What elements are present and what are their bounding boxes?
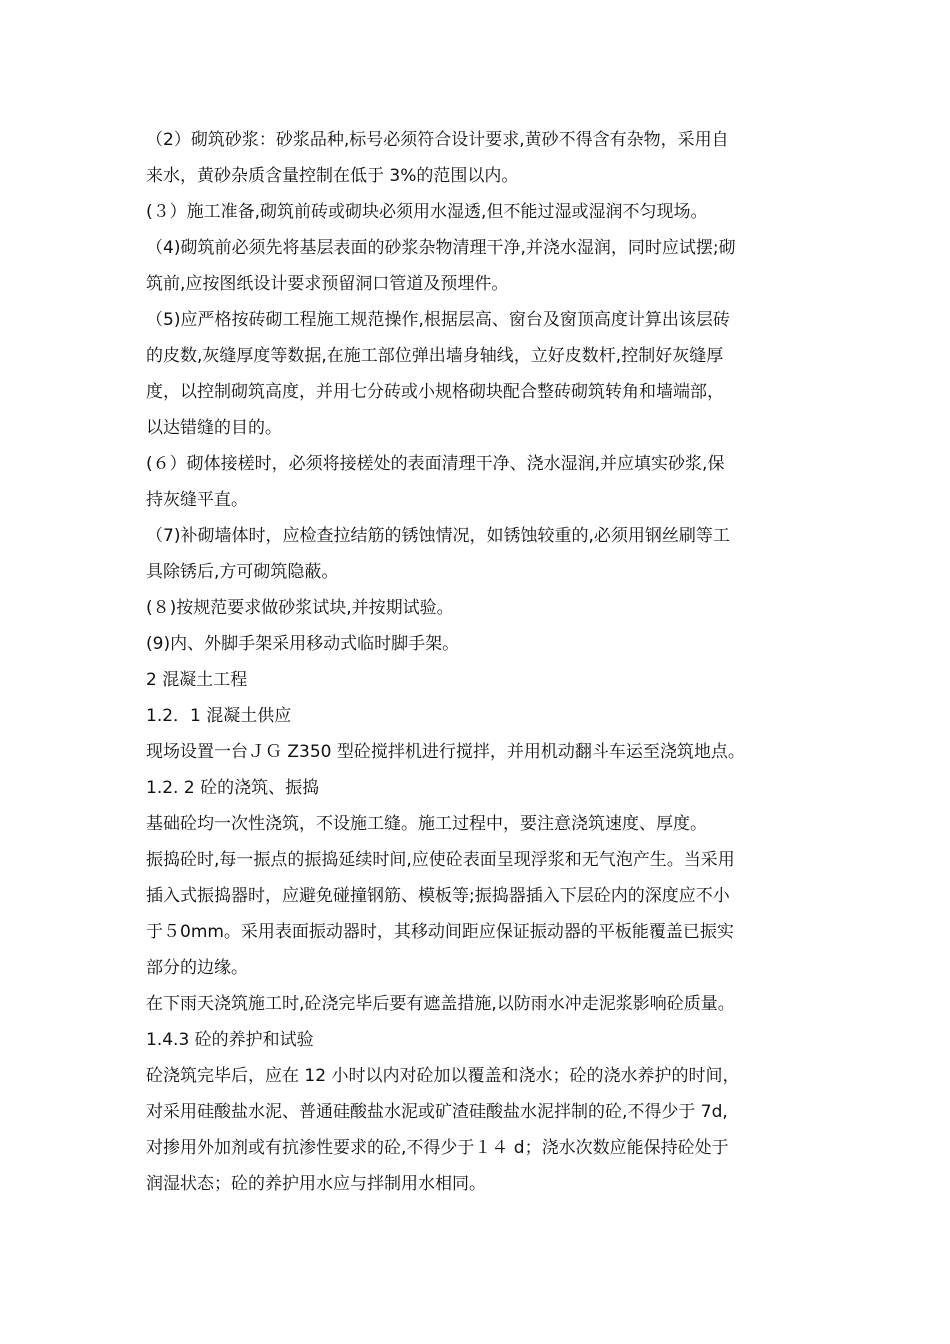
document-body [146,122,814,1202]
text-line: (３）施工准备,砌筑前砖或砌块必须用水湿透,但不能过湿或湿润不匀现场。 [146,202,708,222]
text-line: 砼浇筑完毕后，应在 12 小时以内对砼加以覆盖和浇水；砼的浇水养护的时间， [146,1066,740,1086]
text-line: 润湿状态；砼的养护用水应与拌制用水相同。 [146,1174,486,1194]
subsection-heading: 1.2．1 混凝土供应 [146,706,292,726]
text-line: 插入式振捣器时，应避免碰撞钢筋、模板等;振捣器插入下层砼内的深度应不小 [146,886,730,906]
text-line: （5)应严格按砖砌工程施工规范操作,根据层高、窗台及窗顶高度计算出该层砖 [146,310,730,330]
text-line: 以达错缝的目的。 [146,418,282,438]
text-line: （2）砌筑砂浆：砂浆品种,标号必须符合设计要求,黄砂不得含有杂物，采用自 [146,130,729,150]
text-line: (６）砌体接槎时，必须将接槎处的表面清理干净、浇水湿润,并应填实砂浆,保 [146,454,725,474]
text-line: 于５0mm。采用表面振动器时，其移动间距应保证振动器的平板能覆盖已振实 [146,922,734,942]
text-line: 部分的边缘。 [146,958,248,978]
text-line: 基础砼均一次性浇筑，不设施工缝。施工过程中，要注意浇筑速度、厚度。 [146,814,707,834]
text-line: 在下雨天浇筑施工时,砼浇完毕后要有遮盖措施,以防雨水冲走泥浆影响砼质量。 [146,994,735,1014]
text-line: (８)按规范要求做砂浆试块,并按期试验。 [146,598,454,618]
text-line: 度，以控制砌筑高度，并用七分砖或小规格砌块配合整砖砌筑转角和墙端部， [146,382,724,402]
text-line: 筑前,应按图纸设计要求预留洞口管道及预埋件。 [146,274,509,294]
text-line: （4)砌筑前必须先将基层表面的砂浆杂物清理干净,并浇水湿润，同时应试摆;砌 [146,238,736,258]
text-line: 现场设置一台ＪＧ Z350 型砼搅拌机进行搅拌，并用机动翻斗车运至浇筑地点。 [146,742,745,762]
text-line: (9)内、外脚手架采用移动式临时脚手架。 [146,634,460,654]
text-line: 具除锈后,方可砌筑隐蔽。 [146,562,339,582]
text-line: 对掺用外加剂或有抗渗性要求的砼,不得少于１４ d；浇水次数应能保持砼处于 [146,1138,729,1158]
text-line: 持灰缝平直。 [146,490,248,510]
section-heading: 2 混凝土工程 [146,670,248,690]
text-line: 振捣砼时,每一振点的振捣延续时间,应使砼表面呈现浮浆和无气泡产生。当采用 [146,850,735,870]
text-line: 的皮数,灰缝厚度等数据,在施工部位弹出墙身轴线，立好皮数杆,控制好灰缝厚 [146,346,724,366]
subsection-heading: 1.2. 2 砼的浇筑、振捣 [146,778,320,798]
subsection-heading: 1.4.3 砼的养护和试验 [146,1030,314,1050]
text-line: 来水，黄砂杂质含量控制在低于 3%的范围以内。 [146,166,519,186]
text-line: 对采用硅酸盐水泥、普通硅酸盐水泥或矿渣硅酸盐水泥拌制的砼,不得少于 7d, [146,1102,728,1122]
text-line: （7)补砌墙体时，应检查拉结筋的锈蚀情况，如锈蚀较重的,必须用钢丝刷等工 [146,526,730,546]
